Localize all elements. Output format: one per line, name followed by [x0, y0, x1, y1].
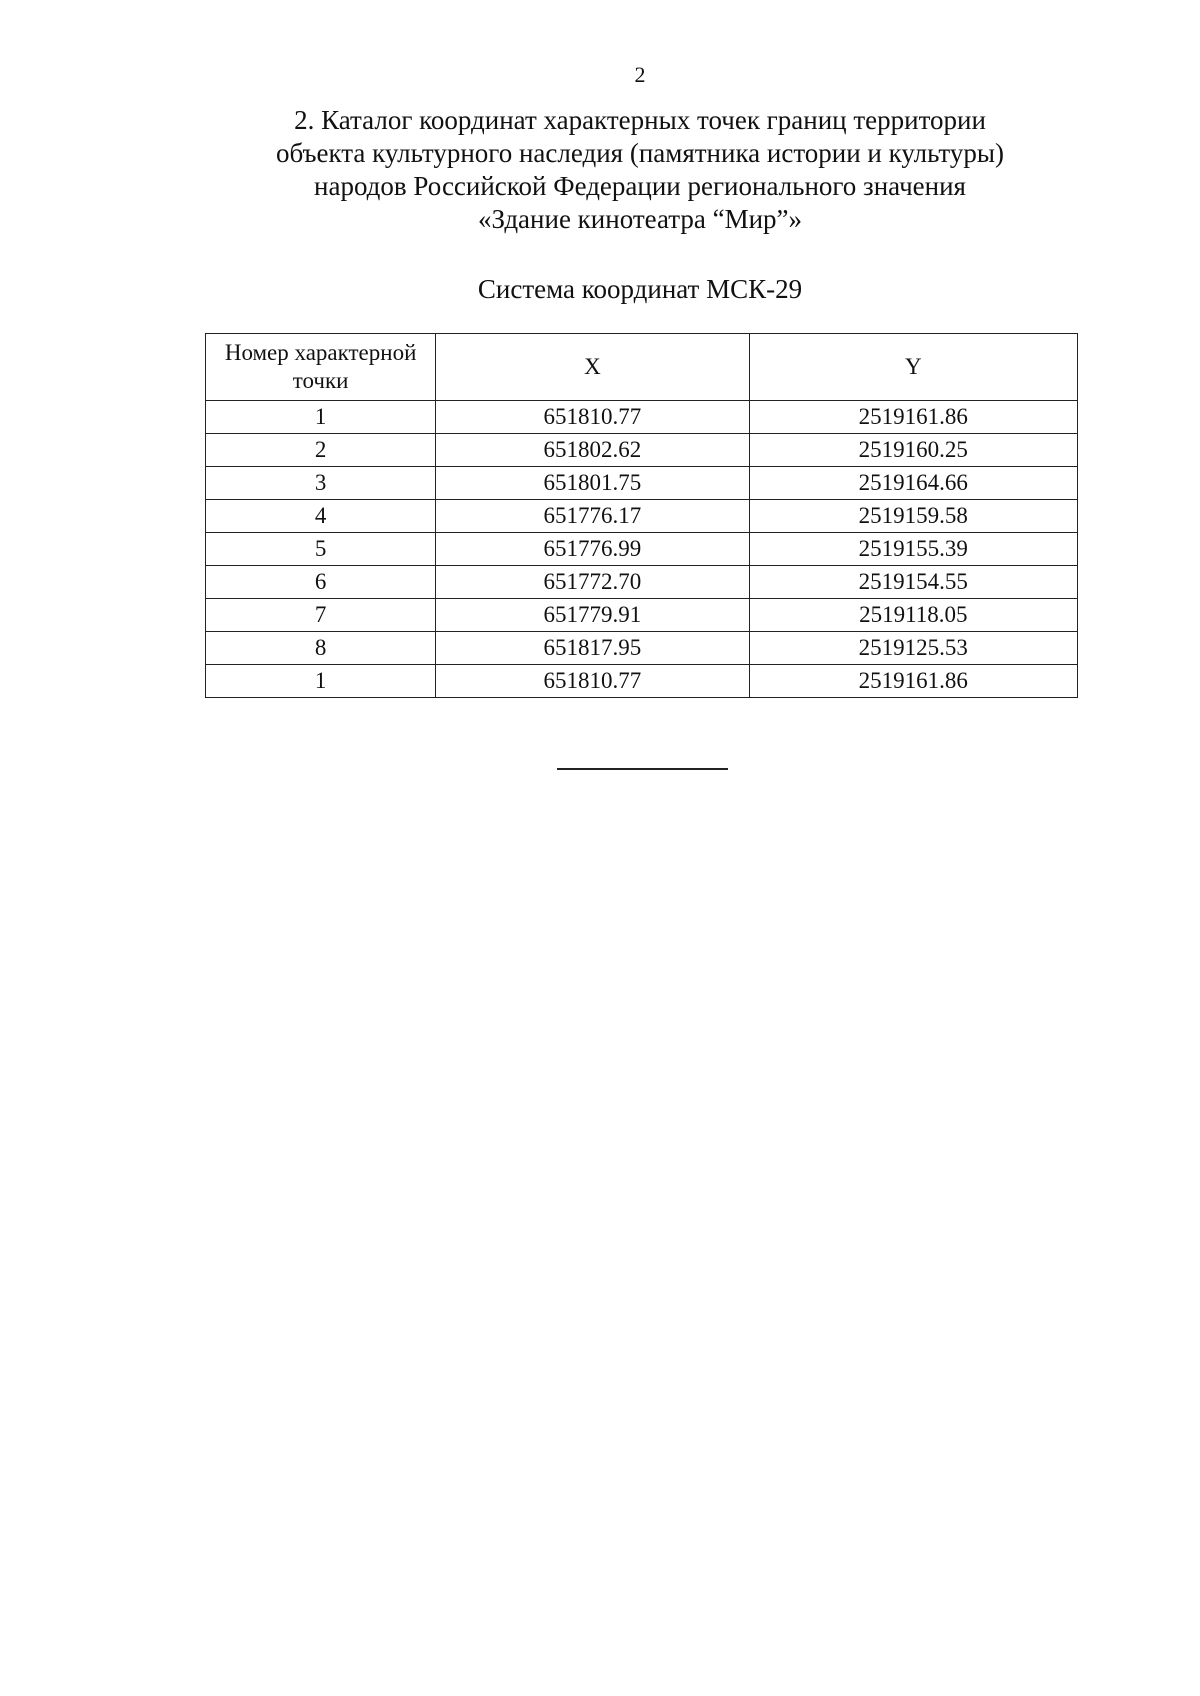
header-x: X	[436, 334, 749, 401]
y-cell: 2519160.25	[749, 434, 1077, 467]
point-number-cell: 1	[206, 665, 436, 698]
document-heading	[200, 104, 1080, 236]
table-row	[206, 632, 1078, 665]
x-cell: 651776.99	[436, 533, 749, 566]
end-divider	[557, 768, 728, 770]
point-number-cell: 4	[206, 500, 436, 533]
point-number-cell: 6	[206, 566, 436, 599]
y-cell: 2519118.05	[749, 599, 1077, 632]
header-point-number: Номер характерной точки	[206, 334, 436, 401]
x-cell: 651779.91	[436, 599, 749, 632]
point-number-cell: 2	[206, 434, 436, 467]
y-cell: 2519154.55	[749, 566, 1077, 599]
point-number-cell: 5	[206, 533, 436, 566]
coordinate-system-title: Система координат МСК-29	[477, 274, 803, 304]
x-cell: 651810.77	[436, 401, 749, 434]
header-y: Y	[749, 334, 1077, 401]
coordinates-table	[205, 333, 1078, 698]
x-cell: 651810.77	[436, 665, 749, 698]
y-cell: 2519155.39	[749, 533, 1077, 566]
table-row	[206, 434, 1078, 467]
x-cell: 651772.70	[436, 566, 749, 599]
heading-line: «Здание кинотеатра “Мир”»	[477, 204, 803, 234]
table-row	[206, 665, 1078, 698]
heading-line: 2. Каталог координат характерных точек границ территории	[294, 105, 986, 135]
y-cell: 2519161.86	[749, 401, 1077, 434]
y-cell: 2519159.58	[749, 500, 1077, 533]
x-cell: 651801.75	[436, 467, 749, 500]
y-cell: 2519161.86	[749, 665, 1077, 698]
table-header-row	[206, 334, 1078, 401]
point-number-cell: 3	[206, 467, 436, 500]
point-number-cell: 1	[206, 401, 436, 434]
y-cell: 2519164.66	[749, 467, 1077, 500]
heading-line: народов Российской Федерации регионального значения	[314, 171, 966, 201]
table-row	[206, 599, 1078, 632]
table-row	[206, 533, 1078, 566]
x-cell: 651802.62	[436, 434, 749, 467]
page-number: 2	[634, 62, 646, 87]
x-cell: 651817.95	[436, 632, 749, 665]
table-row	[206, 467, 1078, 500]
point-number-cell: 7	[206, 599, 436, 632]
table-row	[206, 566, 1078, 599]
y-cell: 2519125.53	[749, 632, 1077, 665]
x-cell: 651776.17	[436, 500, 749, 533]
heading-line: объекта культурного наследия (памятника истории и культуры)	[275, 138, 1005, 168]
table-row	[206, 401, 1078, 434]
point-number-cell: 8	[206, 632, 436, 665]
table-row	[206, 500, 1078, 533]
